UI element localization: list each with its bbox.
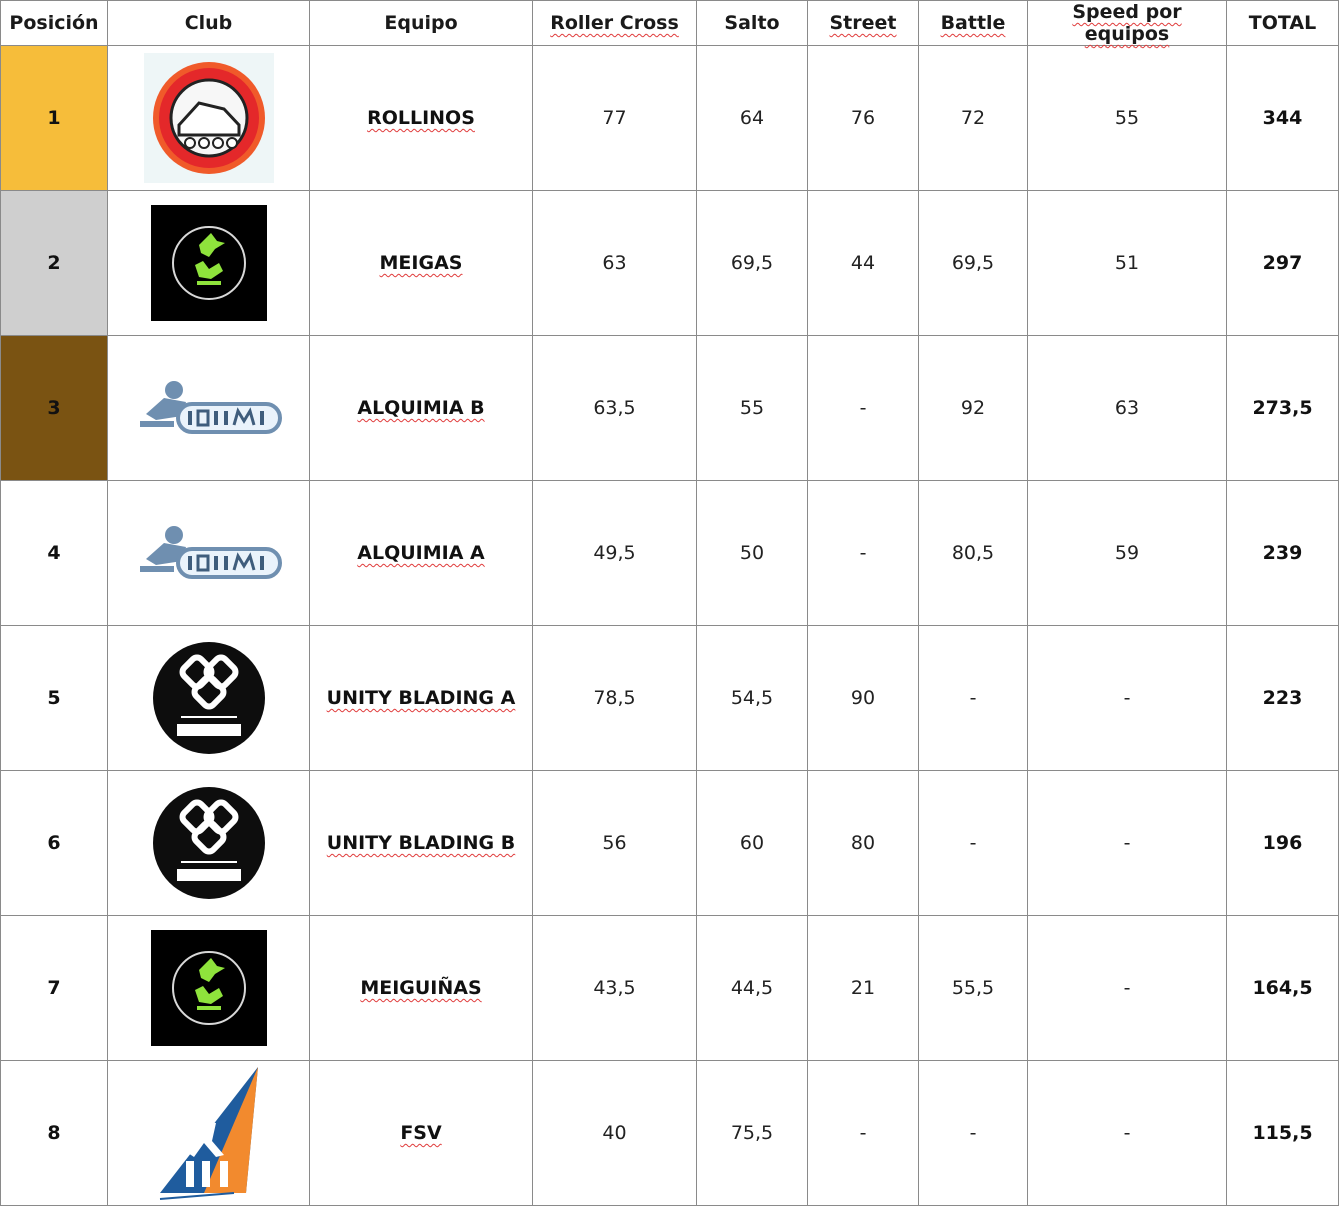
roller-cross-score-cell: 77 [533, 46, 697, 191]
unity-logo [151, 785, 267, 901]
club-logo-cell [108, 1061, 310, 1206]
header-equipo: Equipo [310, 1, 533, 46]
team-name-cell: UNITY BLADING A [310, 626, 533, 771]
table-row [1, 771, 1339, 916]
header-battle: Battle [919, 1, 1028, 46]
roller-cross-score-cell: 49,5 [533, 481, 697, 626]
roller-cross-score-cell: 63,5 [533, 336, 697, 481]
club-logo-cell [108, 46, 310, 191]
speed-score-cell: - [1028, 1061, 1227, 1206]
battle-score-cell: 69,5 [919, 191, 1028, 336]
battle-score-cell: - [919, 1061, 1028, 1206]
rolling-ourense-logo [144, 53, 274, 183]
street-score-cell: - [808, 336, 919, 481]
team-name-cell: FSV [310, 1061, 533, 1206]
team-name-cell: UNITY BLADING B [310, 771, 533, 916]
total-score-cell: 344 [1227, 46, 1339, 191]
salto-score-cell: 64 [697, 46, 808, 191]
speed-score-cell: - [1028, 916, 1227, 1061]
street-score-cell: - [808, 1061, 919, 1206]
club-logo-cell [108, 626, 310, 771]
salto-score-cell: 75,5 [697, 1061, 808, 1206]
unity-logo [151, 640, 267, 756]
fsv-logo [154, 1063, 264, 1203]
total-score-cell: 164,5 [1227, 916, 1339, 1061]
total-score-cell: 297 [1227, 191, 1339, 336]
battle-score-cell: 92 [919, 336, 1028, 481]
street-score-cell: 90 [808, 626, 919, 771]
total-score-cell: 223 [1227, 626, 1339, 771]
header-speed: Speed por equipos [1028, 1, 1227, 46]
club-logo-cell [108, 191, 310, 336]
street-score-cell: 21 [808, 916, 919, 1061]
team-name-cell: ALQUIMIA A [310, 481, 533, 626]
speed-score-cell: - [1028, 626, 1227, 771]
roller-cross-score-cell: 56 [533, 771, 697, 916]
meigas-logo [151, 930, 267, 1046]
total-score-cell: 115,5 [1227, 1061, 1339, 1206]
street-score-cell: 44 [808, 191, 919, 336]
salto-score-cell: 55 [697, 336, 808, 481]
position-cell: 2 [1, 191, 108, 336]
table-row [1, 481, 1339, 626]
position-cell: 4 [1, 481, 108, 626]
club-logo-cell [108, 916, 310, 1061]
meigas-logo [151, 205, 267, 321]
battle-score-cell: 72 [919, 46, 1028, 191]
header-street: Street [808, 1, 919, 46]
speed-score-cell: - [1028, 771, 1227, 916]
table-row [1, 916, 1339, 1061]
club-logo-cell [108, 771, 310, 916]
salto-score-cell: 69,5 [697, 191, 808, 336]
roller-cross-score-cell: 40 [533, 1061, 697, 1206]
position-cell: 1 [1, 46, 108, 191]
roller-cross-score-cell: 63 [533, 191, 697, 336]
street-score-cell: 76 [808, 46, 919, 191]
table-row [1, 191, 1339, 336]
roller-cross-score-cell: 78,5 [533, 626, 697, 771]
team-name-cell: ALQUIMIA B [310, 336, 533, 481]
salto-score-cell: 54,5 [697, 626, 808, 771]
table-row [1, 336, 1339, 481]
speed-score-cell: 59 [1028, 481, 1227, 626]
header-total: TOTAL [1227, 1, 1339, 46]
team-name-cell: ROLLINOS [310, 46, 533, 191]
battle-score-cell: 80,5 [919, 481, 1028, 626]
club-logo-cell [108, 336, 310, 481]
battle-score-cell: - [919, 771, 1028, 916]
header-posicion: Posición [1, 1, 108, 46]
position-cell: 5 [1, 626, 108, 771]
header-row [1, 1, 1339, 46]
street-score-cell: 80 [808, 771, 919, 916]
header-club: Club [108, 1, 310, 46]
salto-score-cell: 50 [697, 481, 808, 626]
team-name-cell: MEIGAS [310, 191, 533, 336]
position-cell: 7 [1, 916, 108, 1061]
total-score-cell: 239 [1227, 481, 1339, 626]
salto-score-cell: 60 [697, 771, 808, 916]
alquimia-logo [134, 376, 284, 440]
club-logo-cell [108, 481, 310, 626]
salto-score-cell: 44,5 [697, 916, 808, 1061]
position-cell: 6 [1, 771, 108, 916]
table-row [1, 46, 1339, 191]
street-score-cell: - [808, 481, 919, 626]
battle-score-cell: - [919, 626, 1028, 771]
speed-score-cell: 51 [1028, 191, 1227, 336]
roller-cross-score-cell: 43,5 [533, 916, 697, 1061]
battle-score-cell: 55,5 [919, 916, 1028, 1061]
speed-score-cell: 55 [1028, 46, 1227, 191]
total-score-cell: 196 [1227, 771, 1339, 916]
header-salto: Salto [697, 1, 808, 46]
position-cell: 8 [1, 1061, 108, 1206]
table-row [1, 626, 1339, 771]
speed-score-cell: 63 [1028, 336, 1227, 481]
alquimia-logo [134, 521, 284, 585]
total-score-cell: 273,5 [1227, 336, 1339, 481]
position-cell: 3 [1, 336, 108, 481]
table-row [1, 1061, 1339, 1206]
team-name-cell: MEIGUIÑAS [310, 916, 533, 1061]
header-roller-cross: Roller Cross [533, 1, 697, 46]
